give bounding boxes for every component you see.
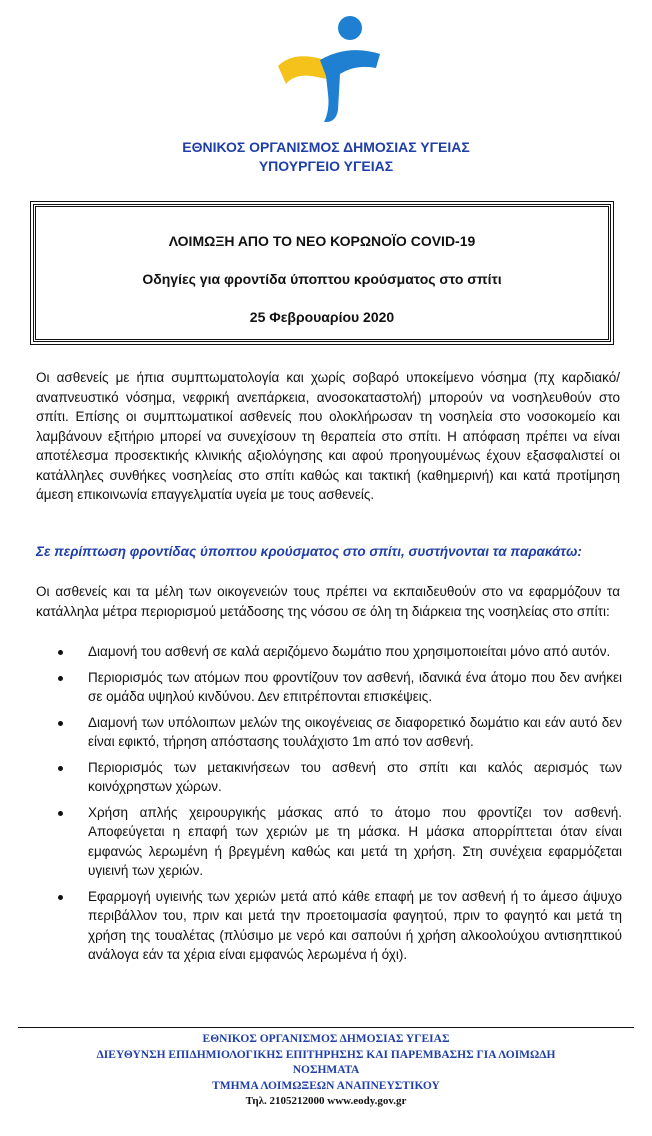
bullet-icon: [58, 721, 63, 726]
list-item-text: Διαμονή του ασθενή σε καλά αεριζόμενο δωμάτιο που χρησιμοποιείται μόνο από αυτόν.: [88, 644, 611, 659]
list-item: [36, 803, 622, 881]
footer: [0, 1032, 652, 1110]
list-item: [36, 887, 622, 965]
bullet-icon: [58, 766, 63, 771]
logo-blue-swoosh: [320, 50, 380, 122]
bullet-icon: [58, 650, 63, 655]
list-item: [36, 713, 622, 752]
section-heading: Σε περίπτωση φροντίδας ύποπτου κρούσματος στο σπίτι, συστήνονται τα παρακάτω:: [36, 544, 582, 559]
list-item-text: Διαμονή των υπόλοιπων μελών της οικογένειας σε διαφορετικό δωμάτιο και εάν αυτό δεν είναι εφικτό, τήρηση απόστασης τουλάχιστο 1m από τον ασθενή.: [88, 714, 622, 749]
footer-directorate: ΔΙΕΥΘΥΝΣΗ ΕΠΙΔΗΜΙΟΛΟΓΙΚΗΣ ΕΠΙΤΗΡΗΣΗΣ ΚΑΙ ΠΑΡΕΜΒΑΣΗΣ ΓΙΑ ΛΟΙΜΩΔΗ: [96, 1048, 556, 1061]
footer-directorate-cont: ΝΟΣΗΜΑΤΑ: [292, 1064, 360, 1076]
list-item: [36, 668, 622, 707]
ministry-name: ΥΠΟΥΡΓΕΙΟ ΥΓΕΙΑΣ: [258, 158, 394, 174]
list-item-text: Χρήση απλής χειρουργικής μάσκας από το άτομο που φροντίζει τον ασθενή. Αποφεύγεται η επαφή των χεριών με τη μάσκα. Η μάσκα απορρίπτεται όταν είναι εμφανώς λερωμένη ή βρεγμένη καθώς και μετά τη χρήση. Στη συνέχεια εφαρμόζεται υγιεινή των χεριών.: [88, 804, 622, 878]
footer-org-name: ΕΘΝΙΚΟΣ ΟΡΓΑΝΙΣΜΟΣ ΔΗΜΟΣΙΑΣ ΥΓΕΙΑΣ: [202, 1033, 450, 1045]
bullet-icon: [58, 676, 63, 681]
intro-paragraph: Οι ασθενείς με ήπια συμπτωματολογία και χωρίς σοβαρό υποκείμενο νόσημα (πχ καρδιακό/ αναπνευστικό νόσημα, νεφρική ανεπάρκεια, ανοσοκαταστολή) μπορούν να νοσηλευθούν στο σπίτι. Επίσης οι συμπτωματικοί ασθενείς που ολοκλήρωσαν τη νοσηλεία στο νοσοκομείο και λαμβάνουν εξιτήριο μπορεί να συνεχίσουν τη θεραπεία στο σπίτι. Η απόφαση πρέπει να είναι αποτέλεσμα προσεκτικής κλινικής αξιολόγησης και αφού προηγουμένως έχουν εξασφαλιστεί οι κατάλληλες συνθήκες νοσηλείας στο σπίτι καθώς και τακτική (καθημερινή) και κατά προτίμηση άμεση επικοινωνία επαγγελματία υγεία με τους ασθενείς.: [36, 370, 620, 502]
footer-divider: [18, 1027, 634, 1028]
footer-department: ΤΜΗΜΑ ΛΟΙΜΩΞΕΩΝ ΑΝΑΠΝΕΥΣΤΙΚΟΥ: [212, 1079, 440, 1092]
bullet-icon: [58, 811, 63, 816]
bullet-icon: [58, 895, 63, 900]
document-date: 25 Φεβρουαρίου 2020: [249, 309, 395, 325]
lead-paragraph: Οι ασθενείς και τα μέλη των οικογενειών τους πρέπει να εκπαιδευθούν στο να εφαρμόζουν τα κατάλληλα μέτρα περιορισμού μετάδοσης της νόσου σε όλη τη διάρκεια της νοσηλείας στο σπίτι:: [36, 584, 620, 619]
footer-contact: Τηλ. 2105212000 www.eody.gov.gr: [245, 1095, 407, 1107]
recommendations-list: [36, 642, 622, 971]
org-header: [0, 138, 652, 176]
title-box: [33, 204, 611, 342]
list-item-text: Περιορισμός των ατόμων που φροντίζουν τον ασθενή, ιδανικά ένα άτομο που δεν ανήκει σε ομάδα υψηλού κινδύνου. Δεν επιτρέπονται επισκέψεις.: [88, 669, 622, 704]
org-name: ΕΘΝΙΚΟΣ ΟΡΓΑΝΙΣΜΟΣ ΔΗΜΟΣΙΑΣ ΥΓΕΙΑΣ: [182, 139, 470, 155]
document-title: ΛΟΙΜΩΞΗ ΑΠΟ ΤΟ ΝΕΟ ΚΟΡΩΝΟΪΟ COVID-19: [168, 233, 476, 249]
list-item-text: Εφαρμογή υγιεινής των χεριών μετά από κάθε επαφή με τον ασθενή ή το άμεσο άψυχο περιβάλλον του, πριν και μετά την προετοιμασία φαγητού, πριν το φαγητό και μετά τη χρήση της τουαλέτας (πλύσιμο με νερό και σαπούνι ή χρήση αλκοολούχου αντισηπτικού ανάλογα εάν τα χέρια είναι εμφανώς λερωμένα ή όχι).: [88, 888, 622, 962]
list-item: [36, 758, 622, 797]
list-item-text: Περιορισμός των μετακινήσεων του ασθενή στο σπίτι και καλός αερισμός των κοινόχρηστων χώρων.: [88, 759, 622, 794]
list-item: [36, 642, 622, 662]
logo-dot: [338, 16, 362, 40]
document-subtitle: Οδηγίες για φροντίδα ύποπτου κρούσματος στο σπίτι: [142, 271, 502, 287]
eody-logo: [268, 14, 386, 126]
